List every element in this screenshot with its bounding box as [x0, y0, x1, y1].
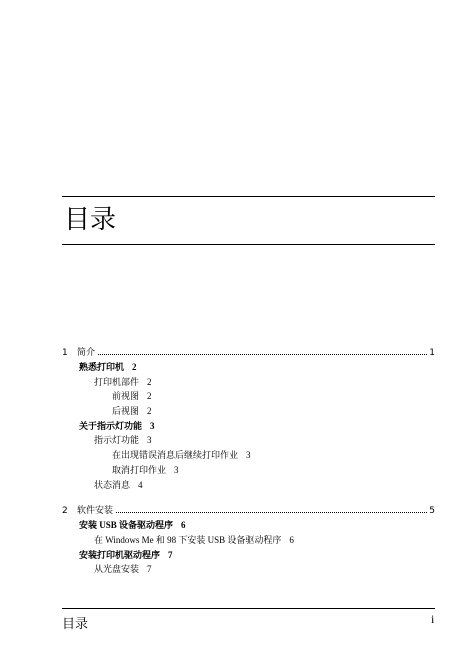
entry-page: 7	[147, 564, 152, 575]
toc-entry[interactable]	[62, 375, 435, 390]
entry-title: 在 Windows Me 和 98 下安装 USB 设备驱动程序	[94, 534, 282, 545]
toc-entry[interactable]	[62, 433, 435, 448]
entry-title: 前视图	[112, 391, 140, 402]
entry-title: 关于指示灯功能	[79, 420, 143, 431]
entry-title: 安装打印机驱动程序	[79, 549, 161, 560]
entry-title: 打印机部件	[94, 376, 140, 387]
entry-title: 安装 USB 设备驱动程序	[79, 520, 174, 531]
toc-entry[interactable]	[62, 389, 435, 404]
toc-chapter-2[interactable]	[62, 503, 435, 518]
chapter-page: 1	[429, 348, 435, 358]
entry-page: 6	[289, 534, 294, 545]
toc-entry[interactable]	[62, 448, 435, 463]
chapter-title: 软件安装	[77, 506, 114, 517]
chapter-page: 5	[429, 506, 435, 517]
entry-page: 7	[168, 549, 173, 560]
entry-page: 2	[147, 376, 152, 387]
toc-entry[interactable]	[62, 404, 435, 419]
toc-entry[interactable]	[62, 562, 435, 577]
toc-entry[interactable]	[62, 518, 435, 533]
toc-entry[interactable]	[62, 478, 435, 493]
entry-page: 3	[147, 435, 152, 446]
page-title: 目录	[64, 205, 117, 235]
toc-entry[interactable]	[62, 463, 435, 478]
footer-rule	[62, 608, 435, 609]
toc-chapter-1[interactable]	[62, 345, 435, 360]
entry-page: 2	[132, 362, 137, 372]
entry-page: 4	[138, 479, 143, 490]
entry-title: 指示灯功能	[94, 435, 140, 446]
footer-title: 目录	[62, 617, 89, 632]
entry-title: 从光盘安装	[94, 564, 140, 575]
footer-page-number: i	[431, 612, 435, 626]
chapter-title: 简介	[77, 348, 96, 358]
toc-entry[interactable]	[62, 419, 435, 434]
entry-page: 3	[150, 420, 155, 431]
chapter-number: 2	[62, 506, 68, 517]
toc-entry[interactable]	[62, 360, 435, 375]
chapter-gap	[62, 492, 435, 503]
dot-leader	[116, 511, 427, 513]
entry-page: 3	[174, 464, 179, 475]
entry-page: 2	[147, 406, 152, 417]
entry-page: 3	[246, 450, 251, 461]
entry-page: 2	[147, 391, 152, 402]
toc-entry[interactable]	[62, 548, 435, 563]
entry-title: 熟悉打印机	[79, 362, 125, 372]
entry-title: 后视图	[112, 406, 140, 417]
toc-entry[interactable]	[62, 533, 435, 548]
chapter-number: 1	[62, 348, 68, 358]
entry-title: 状态消息	[94, 479, 131, 490]
entry-title: 在出现错误消息后继续打印作业	[112, 450, 239, 461]
entry-title: 取消打印作业	[112, 464, 167, 475]
title-rule	[62, 244, 435, 245]
entry-page: 6	[181, 520, 186, 531]
dot-leader	[98, 353, 427, 355]
table-of-contents	[62, 345, 435, 577]
top-rule	[62, 196, 435, 197]
